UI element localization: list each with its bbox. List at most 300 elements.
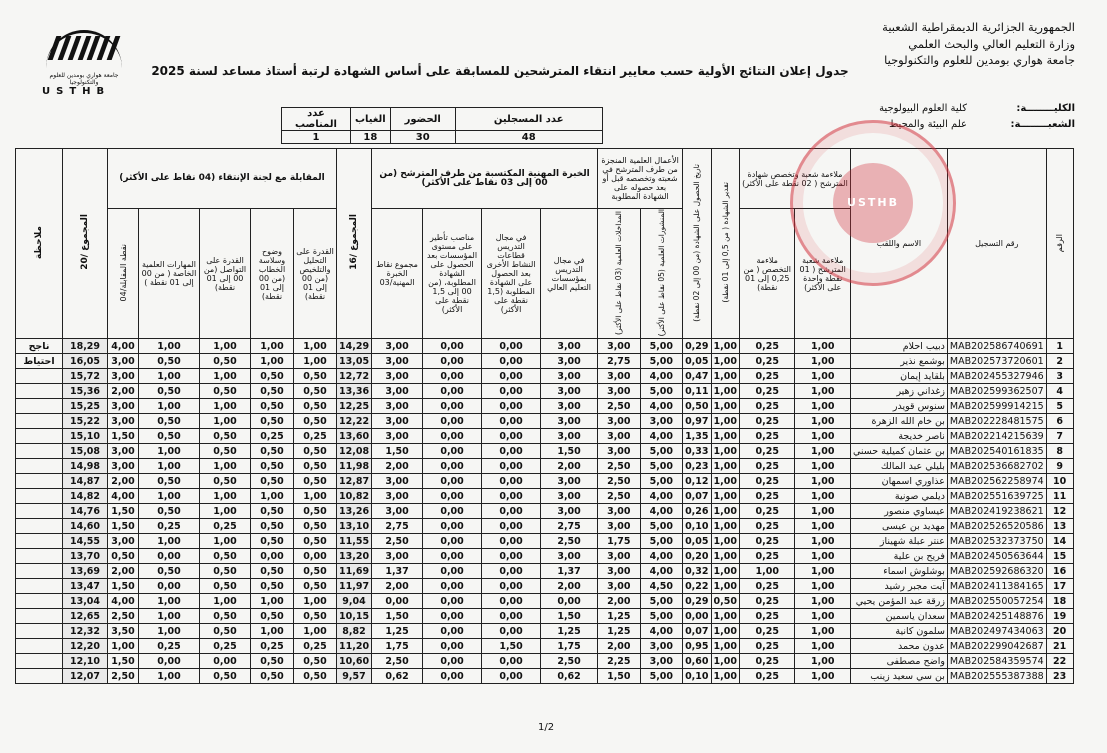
clarity-score: 0,50 <box>251 579 294 594</box>
clarity-score: 0,25 <box>251 639 294 654</box>
total-score: 18,29 <box>63 339 108 354</box>
publications-score: 5,00 <box>640 444 683 459</box>
exp-total-score: 1,75 <box>372 639 423 654</box>
clarity-score: 0,50 <box>251 669 294 684</box>
publications-score: 4,00 <box>640 489 683 504</box>
candidate-name: عدون محمد <box>850 639 947 654</box>
note <box>16 534 63 549</box>
col-sum16-header: المجموع /16 <box>337 149 372 339</box>
interview-score: 3,00 <box>108 414 139 429</box>
header-line-1: الجمهورية الجزائرية الديمقراطية الشعبية <box>882 20 1075 34</box>
sum16-score: 9,04 <box>337 594 372 609</box>
interview-score: 3,00 <box>108 354 139 369</box>
candidate-name: بوشلوش اسماء <box>850 564 947 579</box>
exp-management-score: 0,00 <box>423 474 482 489</box>
clarity-score: 0,50 <box>251 534 294 549</box>
analysis-score: 0,50 <box>294 564 337 579</box>
grad-date-score: 0,32 <box>683 564 711 579</box>
registration-number: MAB202419238621 <box>947 504 1046 519</box>
clarity-score: 0,50 <box>251 384 294 399</box>
exp-other-score: 0,00 <box>482 564 541 579</box>
conferences-score: 1,50 <box>598 669 641 684</box>
faculty-value: كلية العلوم البيولوجية <box>879 103 967 114</box>
total-score: 14,55 <box>63 534 108 549</box>
analysis-score: 1,00 <box>294 594 337 609</box>
exp-total-score: 0,00 <box>372 594 423 609</box>
conferences-score: 1,25 <box>598 624 641 639</box>
exp-other-score: 0,00 <box>482 414 541 429</box>
sum16-score: 13,26 <box>337 504 372 519</box>
clarity-score: 0,50 <box>251 399 294 414</box>
exp-higher-ed-score: 3,00 <box>541 384 598 399</box>
publications-score: 5,00 <box>640 609 683 624</box>
analysis-score: 0,50 <box>294 504 337 519</box>
clarity-score: 0,50 <box>251 444 294 459</box>
col-group-specialty-header: ملاءمة شعبة وتخصص شهادة المترشح ( 02 نقطة على الأكثر) <box>739 149 850 209</box>
candidate-name: بن سي سعيد زينب <box>850 669 947 684</box>
analysis-score: 0,50 <box>294 459 337 474</box>
degree-grade-score: 1,00 <box>711 369 739 384</box>
spec-fit-score: 0,25 <box>739 384 795 399</box>
table-row <box>16 504 1074 519</box>
branch-fit-score: 1,00 <box>795 639 851 654</box>
communication-score: 0,50 <box>200 429 251 444</box>
exp-other-score: 0,00 <box>482 339 541 354</box>
analysis-score: 1,00 <box>294 354 337 369</box>
exp-other-score: 0,00 <box>482 669 541 684</box>
skills-score: 1,00 <box>139 594 200 609</box>
interview-score: 1,00 <box>108 639 139 654</box>
clarity-score: 0,50 <box>251 504 294 519</box>
communication-score: 0,25 <box>200 519 251 534</box>
branch-fit-score: 1,00 <box>795 564 851 579</box>
branch-fit-score: 1,00 <box>795 414 851 429</box>
table-row <box>16 609 1074 624</box>
table-row <box>16 639 1074 654</box>
exp-management-score: 0,00 <box>423 549 482 564</box>
publications-score: 4,00 <box>640 549 683 564</box>
exp-higher-ed-score: 2,00 <box>541 459 598 474</box>
analysis-score: 0,50 <box>294 414 337 429</box>
spec-fit-score: 1,00 <box>739 564 795 579</box>
exp-management-score: 0,00 <box>423 444 482 459</box>
branch-fit-score: 1,00 <box>795 444 851 459</box>
total-score: 14,76 <box>63 504 108 519</box>
candidate-name: بليلي عبد المالك <box>850 459 947 474</box>
publications-score: 5,00 <box>640 534 683 549</box>
exp-higher-ed-score: 2,50 <box>541 654 598 669</box>
note <box>16 369 63 384</box>
row-number: 17 <box>1046 579 1073 594</box>
grad-date-score: 0,29 <box>683 339 711 354</box>
exp-management-score: 0,00 <box>423 624 482 639</box>
row-number: 22 <box>1046 654 1073 669</box>
branch-label: الشعبــــــــة: <box>1010 119 1075 130</box>
registration-number: MAB202532373750 <box>947 534 1046 549</box>
grad-date-score: 0,20 <box>683 549 711 564</box>
spec-fit-score: 0,25 <box>739 369 795 384</box>
degree-grade-score: 1,00 <box>711 549 739 564</box>
table-row <box>16 549 1074 564</box>
registration-number: MAB202586740691 <box>947 339 1046 354</box>
candidate-name: سعدان ياسمين <box>850 609 947 624</box>
logo-arabic-name: جامعة هواري بومدين للعلوم والتكنولوجيا <box>49 72 119 86</box>
interview-score: 3,00 <box>108 459 139 474</box>
skills-score: 1,00 <box>139 489 200 504</box>
clarity-score: 0,50 <box>251 474 294 489</box>
sum16-score: 8,82 <box>337 624 372 639</box>
analysis-score: 0,50 <box>294 474 337 489</box>
interview-score: 1,50 <box>108 579 139 594</box>
table-row <box>16 399 1074 414</box>
total-score: 14,60 <box>63 519 108 534</box>
communication-score: 0,50 <box>200 669 251 684</box>
row-number: 18 <box>1046 594 1073 609</box>
communication-score: 0,50 <box>200 609 251 624</box>
university-logo <box>38 30 138 98</box>
registration-number: MAB202555387388 <box>947 669 1046 684</box>
note <box>16 669 63 684</box>
table-row <box>16 459 1074 474</box>
skills-score: 0,00 <box>139 579 200 594</box>
communication-score: 0,50 <box>200 624 251 639</box>
registration-number: MAB202540161835 <box>947 444 1046 459</box>
total-score: 14,87 <box>63 474 108 489</box>
grad-date-score: 0,07 <box>683 624 711 639</box>
degree-grade-score: 1,00 <box>711 624 739 639</box>
analysis-score: 0,50 <box>294 519 337 534</box>
skills-score: 0,50 <box>139 384 200 399</box>
exp-higher-ed-score: 2,50 <box>541 534 598 549</box>
analysis-score: 0,25 <box>294 639 337 654</box>
degree-grade-score: 1,00 <box>711 489 739 504</box>
official-stamp <box>790 120 956 286</box>
sum16-score: 13,36 <box>337 384 372 399</box>
conferences-score: 2,75 <box>598 354 641 369</box>
exp-total-score: 2,00 <box>372 459 423 474</box>
degree-grade-score: 1,00 <box>711 609 739 624</box>
row-number: 1 <box>1046 339 1073 354</box>
publications-score: 5,00 <box>640 339 683 354</box>
grad-date-score: 0,29 <box>683 594 711 609</box>
note: احتياط <box>16 354 63 369</box>
exp-total-score: 2,75 <box>372 519 423 534</box>
spec-fit-score: 0,25 <box>739 549 795 564</box>
exp-other-score: 0,00 <box>482 444 541 459</box>
publications-score: 5,00 <box>640 594 683 609</box>
clarity-score: 0,25 <box>251 429 294 444</box>
col-analysis-header: القدرة على التحليل والتلخيص (من 00 إلى 01 نقطة) <box>294 209 337 339</box>
sum16-score: 13,60 <box>337 429 372 444</box>
degree-grade-score: 1,00 <box>711 579 739 594</box>
clarity-score: 1,00 <box>251 594 294 609</box>
candidate-name: ناصر خديجة <box>850 429 947 444</box>
branch-fit-score: 1,00 <box>795 384 851 399</box>
spec-fit-score: 0,25 <box>739 429 795 444</box>
row-number: 11 <box>1046 489 1073 504</box>
exp-total-score: 1,37 <box>372 564 423 579</box>
degree-grade-score: 0,50 <box>711 594 739 609</box>
row-number: 12 <box>1046 504 1073 519</box>
exp-total-score: 3,00 <box>372 369 423 384</box>
col-group-experience-header: الخبرة المهنية المكتسبة من طرف المترشح (من 00 إلى 03 نقاط على الأكثر) <box>372 149 598 209</box>
sum16-score: 10,60 <box>337 654 372 669</box>
exp-higher-ed-score: 1,50 <box>541 609 598 624</box>
exp-total-score: 3,00 <box>372 474 423 489</box>
exp-other-score: 0,00 <box>482 369 541 384</box>
table-row <box>16 564 1074 579</box>
exp-other-score: 0,00 <box>482 474 541 489</box>
spec-fit-score: 0,25 <box>739 444 795 459</box>
total-score: 16,05 <box>63 354 108 369</box>
exp-total-score: 1,50 <box>372 444 423 459</box>
publications-score: 5,00 <box>640 669 683 684</box>
interview-score: 3,00 <box>108 444 139 459</box>
spec-fit-score: 0,25 <box>739 459 795 474</box>
header-line-2: وزارة التعليم العالي والبحث العلمي <box>908 37 1075 51</box>
interview-score: 3,00 <box>108 369 139 384</box>
publications-score: 4,00 <box>640 564 683 579</box>
spec-fit-score: 0,25 <box>739 534 795 549</box>
branch-fit-score: 1,00 <box>795 504 851 519</box>
total-score: 12,07 <box>63 669 108 684</box>
col-communication-header: القدرة على التواصل (من 00 إلى 01 نقطة) <box>200 209 251 339</box>
exp-other-score: 0,00 <box>482 579 541 594</box>
registration-number: MAB202536682702 <box>947 459 1046 474</box>
analysis-score: 1,00 <box>294 489 337 504</box>
sum16-score: 13,10 <box>337 519 372 534</box>
conferences-score: 1,25 <box>598 609 641 624</box>
row-number: 21 <box>1046 639 1073 654</box>
exp-higher-ed-score: 3,00 <box>541 504 598 519</box>
publications-score: 3,00 <box>640 639 683 654</box>
row-number: 15 <box>1046 549 1073 564</box>
publications-score: 4,00 <box>640 504 683 519</box>
sum16-score: 13,20 <box>337 549 372 564</box>
col-branch-fit-header: ملاءمة شعبة المترشح ( 01 نقطة واحدة على الأكثر) <box>795 209 851 339</box>
analysis-score: 0,00 <box>294 549 337 564</box>
stats-present: 30 <box>390 131 455 144</box>
publications-score: 5,00 <box>640 459 683 474</box>
interview-score: 4,00 <box>108 489 139 504</box>
grad-date-score: 0,60 <box>683 654 711 669</box>
exp-other-score: 0,00 <box>482 519 541 534</box>
degree-grade-score: 1,00 <box>711 429 739 444</box>
col-exp-other-header: في مجال التدريس قطاعات النشاط الأخرى بعد الحصول على الشهادة المطلوبة (1,5 نقطة على الأكثر) <box>482 209 541 339</box>
conferences-score: 2,50 <box>598 459 641 474</box>
branch-fit-score: 1,00 <box>795 459 851 474</box>
note <box>16 549 63 564</box>
note <box>16 474 63 489</box>
row-number: 4 <box>1046 384 1073 399</box>
col-interview-score-header: نقطة المقابلة/04 <box>108 209 139 339</box>
table-row <box>16 384 1074 399</box>
publications-score: 4,00 <box>640 369 683 384</box>
registration-number: MAB202214215639 <box>947 429 1046 444</box>
note <box>16 444 63 459</box>
degree-grade-score: 1,00 <box>711 444 739 459</box>
publications-score: 3,00 <box>640 414 683 429</box>
exp-total-score: 3,00 <box>372 414 423 429</box>
branch-fit-score: 1,00 <box>795 624 851 639</box>
exp-higher-ed-score: 3,00 <box>541 429 598 444</box>
sum16-score: 14,29 <box>337 339 372 354</box>
registration-number: MAB202599914215 <box>947 399 1046 414</box>
exp-total-score: 3,00 <box>372 339 423 354</box>
exp-other-score: 0,00 <box>482 459 541 474</box>
communication-score: 0,50 <box>200 444 251 459</box>
registration-number: MAB202299042687 <box>947 639 1046 654</box>
col-conferences-header: المداخلات العلمية (03 نقاط على الأكثر) <box>598 209 641 339</box>
exp-higher-ed-score: 2,00 <box>541 579 598 594</box>
exp-other-score: 0,00 <box>482 654 541 669</box>
sum16-score: 12,08 <box>337 444 372 459</box>
analysis-score: 0,50 <box>294 609 337 624</box>
exp-total-score: 0,62 <box>372 669 423 684</box>
conferences-score: 3,00 <box>598 369 641 384</box>
exp-management-score: 0,00 <box>423 354 482 369</box>
skills-score: 0,25 <box>139 639 200 654</box>
degree-grade-score: 1,00 <box>711 339 739 354</box>
clarity-score: 1,00 <box>251 354 294 369</box>
skills-score: 0,50 <box>139 474 200 489</box>
col-clarity-header: وضوح وسلاسة الخطاب (من 00 إلى 01 نقطة) <box>251 209 294 339</box>
exp-management-score: 0,00 <box>423 399 482 414</box>
interview-score: 2,50 <box>108 669 139 684</box>
candidate-name: آيت مجبر رشيد <box>850 579 947 594</box>
conferences-score: 3,00 <box>598 414 641 429</box>
skills-score: 0,50 <box>139 504 200 519</box>
clarity-score: 0,00 <box>251 549 294 564</box>
degree-grade-score: 1,00 <box>711 519 739 534</box>
col-group-interview-header: المقابلة مع لجنة الإنتقاء (04 نقاط على الأكثر) <box>108 149 337 209</box>
grad-date-score: 0,50 <box>683 399 711 414</box>
note <box>16 564 63 579</box>
exp-higher-ed-score: 3,00 <box>541 489 598 504</box>
communication-score: 1,00 <box>200 594 251 609</box>
spec-fit-score: 0,25 <box>739 654 795 669</box>
interview-score: 1,50 <box>108 504 139 519</box>
communication-score: 0,50 <box>200 354 251 369</box>
header-line-3: جامعة هواري بومدين للعلوم والتكنولوجيا <box>884 53 1075 67</box>
grad-date-score: 0,26 <box>683 504 711 519</box>
degree-grade-score: 1,00 <box>711 564 739 579</box>
spec-fit-score: 0,25 <box>739 669 795 684</box>
interview-score: 2,00 <box>108 564 139 579</box>
analysis-score: 0,50 <box>294 444 337 459</box>
communication-score: 0,50 <box>200 474 251 489</box>
registration-number: MAB202584359574 <box>947 654 1046 669</box>
publications-score: 5,00 <box>640 519 683 534</box>
exp-management-score: 0,00 <box>423 609 482 624</box>
communication-score: 0,00 <box>200 654 251 669</box>
spec-fit-score: 0,25 <box>739 579 795 594</box>
grad-date-score: 0,12 <box>683 474 711 489</box>
exp-total-score: 3,00 <box>372 549 423 564</box>
spec-fit-score: 0,25 <box>739 624 795 639</box>
exp-higher-ed-score: 3,00 <box>541 369 598 384</box>
sum16-score: 12,25 <box>337 399 372 414</box>
page-number: 1/2 <box>538 722 555 733</box>
branch-fit-score: 1,00 <box>795 594 851 609</box>
degree-grade-score: 1,00 <box>711 354 739 369</box>
total-score: 12,65 <box>63 609 108 624</box>
exp-management-score: 0,00 <box>423 339 482 354</box>
sum16-score: 12,87 <box>337 474 372 489</box>
exp-total-score: 3,00 <box>372 489 423 504</box>
spec-fit-score: 0,25 <box>739 339 795 354</box>
grad-date-score: 0,47 <box>683 369 711 384</box>
exp-other-score: 1,50 <box>482 639 541 654</box>
col-name-header: الاسم واللقب <box>850 149 947 339</box>
exp-management-score: 0,00 <box>423 489 482 504</box>
conferences-score: 2,50 <box>598 399 641 414</box>
table-row <box>16 594 1074 609</box>
conferences-score: 2,50 <box>598 474 641 489</box>
exp-management-score: 0,00 <box>423 639 482 654</box>
table-row <box>16 669 1074 684</box>
spec-fit-score: 0,25 <box>739 594 795 609</box>
row-number: 9 <box>1046 459 1073 474</box>
total-score: 12,10 <box>63 654 108 669</box>
branch-fit-score: 1,00 <box>795 474 851 489</box>
grad-date-score: 0,95 <box>683 639 711 654</box>
table-row <box>16 519 1074 534</box>
sum16-score: 10,82 <box>337 489 372 504</box>
table-row <box>16 339 1074 354</box>
row-number: 3 <box>1046 369 1073 384</box>
col-grad-date-header: تاريخ الحصول على الشهادة (من 00 إلى 02 نقطة) <box>683 149 711 339</box>
communication-score: 0,50 <box>200 564 251 579</box>
communication-score: 1,00 <box>200 369 251 384</box>
logo-bars-icon <box>52 36 116 60</box>
skills-score: 0,50 <box>139 414 200 429</box>
publications-score: 5,00 <box>640 354 683 369</box>
communication-score: 1,00 <box>200 459 251 474</box>
grad-date-score: 0,00 <box>683 609 711 624</box>
interview-score: 2,50 <box>108 609 139 624</box>
sum16-score: 13,05 <box>337 354 372 369</box>
spec-fit-score: 0,25 <box>739 489 795 504</box>
table-row <box>16 354 1074 369</box>
total-score: 14,98 <box>63 459 108 474</box>
conferences-score: 3,00 <box>598 444 641 459</box>
publications-score: 3,00 <box>640 654 683 669</box>
interview-score: 4,00 <box>108 339 139 354</box>
total-score: 13,04 <box>63 594 108 609</box>
candidate-name: دبيب احلام <box>850 339 947 354</box>
clarity-score: 0,50 <box>251 564 294 579</box>
publications-score: 4,50 <box>640 579 683 594</box>
analysis-score: 0,50 <box>294 399 337 414</box>
exp-higher-ed-score: 2,75 <box>541 519 598 534</box>
branch-fit-score: 1,00 <box>795 369 851 384</box>
interview-score: 2,00 <box>108 474 139 489</box>
exp-other-score: 0,00 <box>482 549 541 564</box>
branch-fit-score: 1,00 <box>795 354 851 369</box>
conferences-score: 3,00 <box>598 579 641 594</box>
row-number: 10 <box>1046 474 1073 489</box>
col-spec-fit-header: ملاءمة التخصص ( من 0,25 إلى 01 نقطة) <box>739 209 795 339</box>
exp-total-score: 1,50 <box>372 609 423 624</box>
skills-score: 0,00 <box>139 654 200 669</box>
col-group-works-header: الأعمال العلمية المنجزة من طرف المترشح في شعبته وتخصصه قبل أو بعد حصوله على الشهادة المطلوبة <box>598 149 683 209</box>
analysis-score: 1,00 <box>294 624 337 639</box>
exp-management-score: 0,00 <box>423 579 482 594</box>
spec-fit-score: 0,25 <box>739 609 795 624</box>
skills-score: 0,50 <box>139 354 200 369</box>
spec-fit-score: 0,25 <box>739 474 795 489</box>
